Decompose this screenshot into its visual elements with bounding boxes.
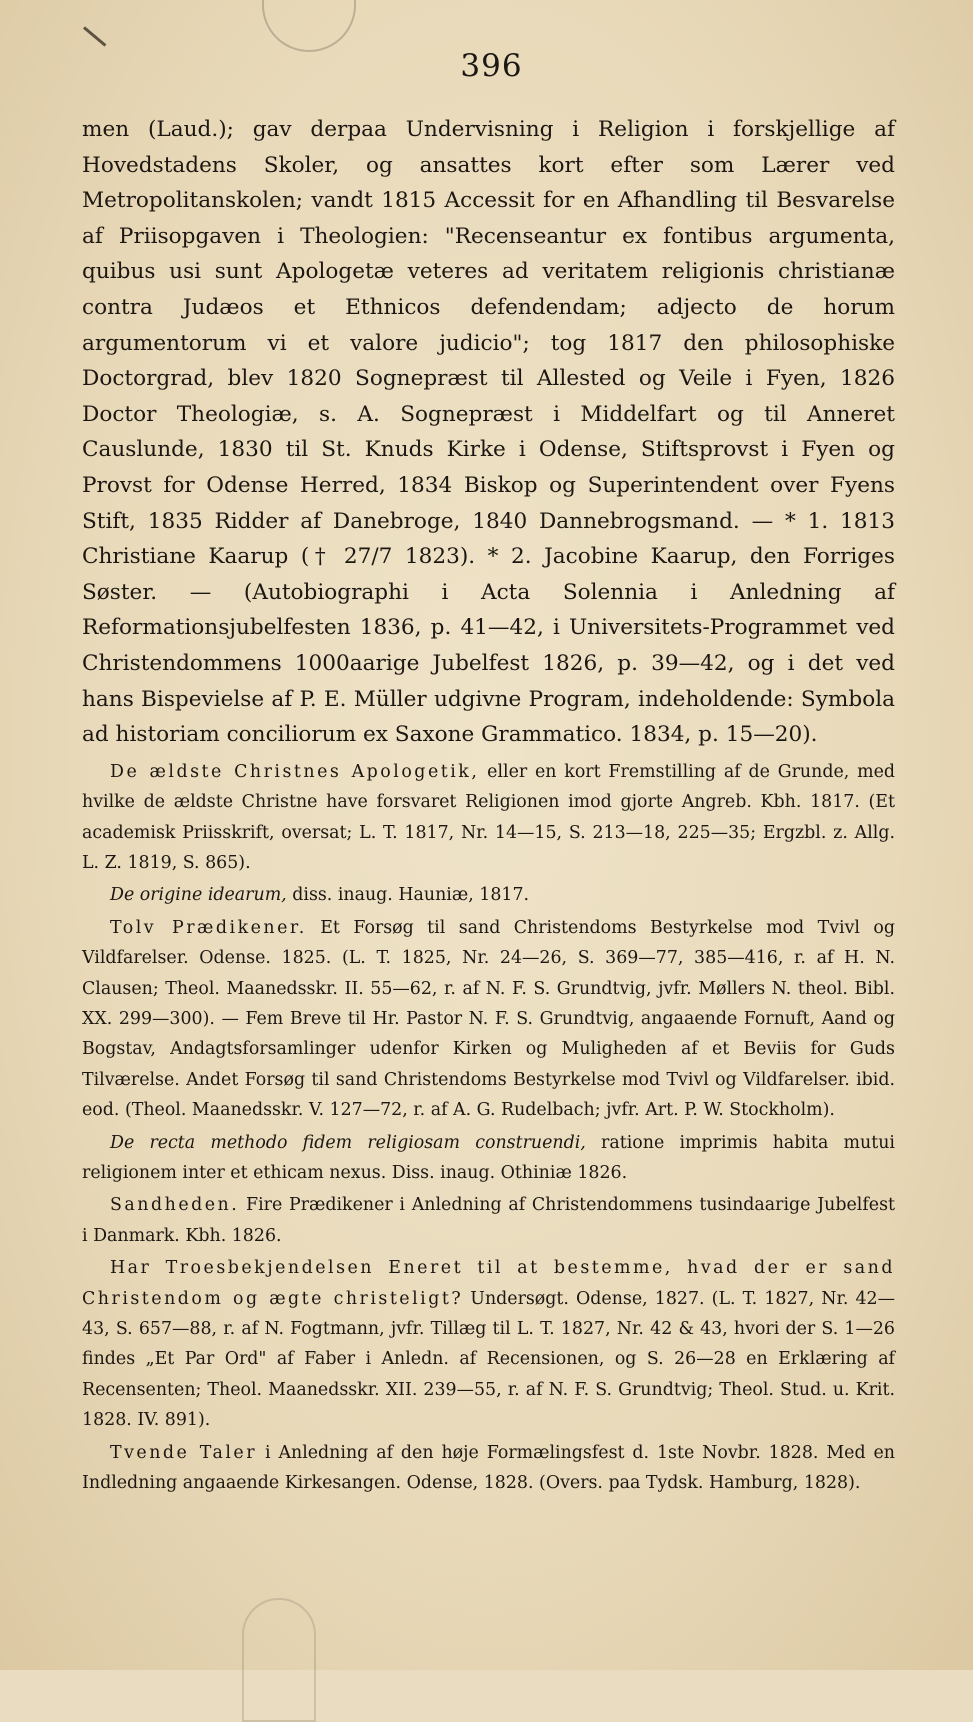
page-top-stain (262, 0, 356, 52)
text-block (82, 112, 895, 1500)
bibliography-entry (82, 913, 895, 1126)
bibliography-entry (82, 1253, 895, 1435)
entry-details: diss. inaug. Hauniæ, 1817. (286, 885, 530, 906)
bibliography-entry (82, 1190, 895, 1251)
entry-title: De ældste Christnes Apologetik, (110, 761, 480, 782)
bibliography-entry (82, 757, 895, 879)
entry-details: ratione imprimis habita mutui religionem inter et ethicam nexus. Diss. inaug. Othiniæ 1826. (82, 1132, 895, 1183)
entry-title: Tolv Prædikener. (110, 917, 307, 938)
entry-title: De origine idearum, (110, 885, 287, 906)
entry-details: Undersøgt. Odense, 1827. (L. T. 1827, Nr. 42—43, S. 657—88, r. af N. Fogtmann, jvfr. Tillæg til L. T. 1827, Nr. 42 & 43, hvori der S. 1—26 findes „Et Par Ord" af Faber i Anledn. af Recensionen, og S. 26—28 en Erklæring af Recensenten; Theol. Maanedsskr. XII. 239—55, r. af N. F. S. Grundtvig; Theol. Stud. u. Krit. 1828. IV. 891). (82, 1288, 895, 1431)
page-bottom-stain (242, 1598, 316, 1722)
bibliography-list (82, 757, 895, 1499)
corner-ink-mark (83, 26, 106, 46)
biography-paragraph: men (Laud.); gav derpaa Undervisning i Religion i forskjellige af Hovedstadens Skoler, og ansattes kort efter som Lærer ved Metropolitanskolen; vandt 1815 Accessit for en Afhandling til Besvarelse af Priisopgaven i Theologien: "Recenseantur ex fontibus argumenta, quibus usi sunt Apologetæ veteres ad veritatem religionis christianæ contra Judæos et Ethnicos defendendam; adjecto de horum argumentorum vi et valore judicio"; tog 1817 den philosophiske Doctorgrad, blev 1820 Sognepræst til Allested og Veile i Fyen, 1826 Doctor Theologiæ, s. A. Sognepræst i Middelfart og til Anneret Causlunde, 1830 til St. Knuds Kirke i Odense, Stiftsprovst i Fyen og Provst for Odense Herred, 1834 Biskop og Superintendent over Fyens Stift, 1835 Ridder af Danebroge, 1840 Dannebrogsmand. — * 1. 1813 Christiane Kaarup († 27/7 1823). * 2. Jacobine Kaarup, den Forriges Søster. — (Autobiographi i Acta Solennia i Anledning af Reformationsjubelfesten 1836, p. 41—42, i Universitets-Programmet ved Christendommens 1000aarige Jubelfest 1826, p. 39—42, og i det ved hans Bispevielse af P. E. Müller udgivne Program, indeholdende: Symbola ad historiam conciliorum ex Saxone Grammatico. 1834, p. 15—20). (82, 117, 895, 748)
bibliography-entry (82, 880, 895, 910)
entry-title: Har Troesbekjendelsen Eneret til at bestemme, hvad der er sand Christendom og ægte christeligt? (82, 1258, 895, 1309)
page-number: 396 (460, 48, 523, 84)
entry-details: Et Forsøg til sand Christendoms Bestyrkelse mod Tvivl og Vildfarelser. Odense. 1825. (L. T. 1825, Nr. 24—26, S. 369—77, 385—416, r. af H. N. Clausen; Theol. Maanedsskr. II. 55—62, r. af N. F. S. Grundtvig, jvfr. Møllers N. theol. Bibl. XX. 299—300). — Fem Breve til Hr. Pastor N. F. S. Grundtvig, angaaende Fornuft, Aand og Bogstav, Andagtsforsamlinger udenfor Kirken og Muligheden af et Beviis for Guds Tilværelse. Andet Forsøg til sand Christendoms Bestyrkelse mod Tvivl og Vildfarelser. ibid. eod. (Theol. Maanedsskr. V. 127—72, r. af A. G. Rudelbach; jvfr. Art. P. W. Stockholm). (82, 917, 895, 1121)
bibliography-entry (82, 1438, 895, 1499)
entry-title: Tvende Taler (110, 1442, 258, 1463)
entry-title: Sandheden. (110, 1195, 240, 1216)
entry-title: De recta methodo fidem religiosam construendi, (110, 1132, 586, 1153)
entry-details: Fire Prædikener i Anledning af Christendommens tusindaarige Jubelfest i Danmark. Kbh. 1826. (82, 1195, 895, 1246)
bibliography-entry (82, 1128, 895, 1189)
entry-details: i Anledning af den høje Formælingsfest d. 1ste Novbr. 1828. Med en Indledning angaaende Kirkesangen. Odense, 1828. (Overs. paa Tydsk. Hamburg, 1828). (82, 1442, 895, 1494)
entry-details: eller en kort Fremstilling af de Grunde, med hvilke de ældste Christne have forsvaret Religionen imod gjorte Angreb. Kbh. 1817. (Et academisk Priisskrift, oversat; L. T. 1817, Nr. 14—15, S. 213—18, 225—35; Ergzbl. z. Allg. L. Z. 1819, S. 865). (82, 761, 896, 873)
